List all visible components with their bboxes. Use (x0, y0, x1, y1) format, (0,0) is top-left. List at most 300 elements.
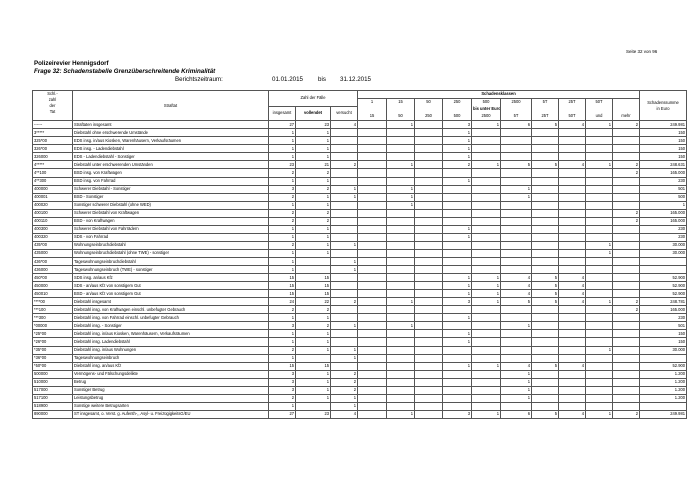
cell-class-4 (472, 201, 501, 209)
cell-insgesamt: 2 (269, 193, 296, 201)
cell-vollendet: 2 (296, 185, 331, 193)
cell-summe: 248.631 (640, 161, 687, 169)
cell-class-4 (472, 177, 501, 185)
cell-class-2 (415, 169, 443, 177)
cell-class-0 (358, 338, 387, 346)
cell-class-8 (586, 233, 613, 241)
cell-versucht (331, 177, 358, 185)
cell-versucht: 2 (331, 161, 358, 169)
cell-class-0 (358, 354, 387, 362)
col-versucht-header: versucht (331, 106, 358, 121)
cell-class-2 (415, 193, 443, 201)
cell-class-5: 5 (501, 161, 532, 169)
cell-class-0 (358, 322, 387, 330)
cell-straftat: Diebstahl insg. von Kraftwagen einschl. unbefugter Gebrauch (73, 306, 269, 314)
cell-class-8 (586, 177, 613, 185)
class-bottom-1: 50 (387, 113, 415, 121)
cell-class-6 (532, 153, 559, 161)
cell-vollendet: 2 (296, 217, 331, 225)
cell-versucht (331, 338, 358, 346)
cell-summe: 248.781 (640, 298, 687, 306)
cell-summe: 1 (640, 201, 687, 209)
cell-class-3 (443, 249, 472, 257)
cell-class-9 (613, 193, 640, 201)
cell-class-3: 1 (443, 153, 472, 161)
cell-summe: 1.200 (640, 386, 687, 394)
cell-class-0 (358, 121, 387, 129)
cell-class-2 (415, 290, 443, 298)
cell-class-4 (472, 145, 501, 153)
cell-class-1 (387, 330, 415, 338)
cell-straftat: Sonstige weitere Betrugsarten (73, 402, 269, 410)
cell-class-1 (387, 362, 415, 370)
table-row (33, 185, 687, 193)
cell-class-5 (501, 338, 532, 346)
cell-class-0 (358, 314, 387, 322)
cell-vollendet: 1 (296, 225, 331, 233)
class-bottom-8: und (586, 113, 613, 121)
cell-class-3 (443, 370, 472, 378)
cell-class-7 (559, 266, 586, 274)
cell-insgesamt: 3 (269, 386, 296, 394)
cell-key: ****00 (33, 298, 73, 306)
cell-class-9 (613, 282, 640, 290)
cell-class-0 (358, 137, 387, 145)
cell-class-7 (559, 346, 586, 354)
cell-class-7: 4 (559, 121, 586, 129)
cell-class-8 (586, 266, 613, 274)
cell-class-5 (501, 209, 532, 217)
cell-vollendet: 2 (296, 306, 331, 314)
cell-class-5 (501, 306, 532, 314)
cell-key: 400320 (33, 233, 73, 241)
cell-class-7 (559, 153, 586, 161)
cell-class-7 (559, 402, 586, 410)
cell-summe: 52.900 (640, 274, 687, 282)
cell-class-4 (472, 402, 501, 410)
cell-class-2 (415, 225, 443, 233)
cell-straftat: EDS insg. in/aus Kiosken, Warenhäusern, Verkaufsräumen (73, 137, 269, 145)
cell-straftat: Diebstahl unter erschwerenden Umständen (73, 161, 269, 169)
cell-summe: 52.900 (640, 282, 687, 290)
cell-vollendet: 1 (296, 193, 331, 201)
cell-class-5: 6 (501, 410, 532, 418)
cell-summe: 52.900 (640, 362, 687, 370)
cell-insgesamt: 15 (269, 362, 296, 370)
cell-class-6 (532, 394, 559, 402)
cell-insgesamt: 1 (269, 354, 296, 362)
cell-class-6 (532, 225, 559, 233)
cell-class-2 (415, 217, 443, 225)
cell-class-0 (358, 153, 387, 161)
cell-class-2 (415, 306, 443, 314)
cell-summe: 30.000 (640, 249, 687, 257)
cell-class-5 (501, 177, 532, 185)
cell-class-3: 1 (443, 338, 472, 346)
class-top-0: 1 (358, 99, 387, 107)
cell-class-8 (586, 145, 613, 153)
cell-insgesamt: 1 (269, 129, 296, 137)
table-row (33, 257, 687, 265)
cell-class-2 (415, 346, 443, 354)
cell-key: 510000 (33, 378, 73, 386)
cell-summe: 230 (640, 177, 687, 185)
cell-class-2 (415, 378, 443, 386)
cell-class-5: 1 (501, 322, 532, 330)
cell-class-4 (472, 370, 501, 378)
cell-class-9: 2 (613, 161, 640, 169)
cell-class-6 (532, 378, 559, 386)
cell-class-2 (415, 153, 443, 161)
cell-straftat: SDS - von Fahrrad (73, 233, 269, 241)
cell-versucht (331, 362, 358, 370)
cell-straftat: Vermögens- und Fälschungsdelikte (73, 370, 269, 378)
cell-class-0 (358, 306, 387, 314)
cell-class-9 (613, 370, 640, 378)
table-row (33, 217, 687, 225)
cell-class-8 (586, 370, 613, 378)
cell-class-2 (415, 338, 443, 346)
cell-class-6 (532, 177, 559, 185)
cell-class-9: 2 (613, 121, 640, 129)
cell-summe: 150 (640, 330, 687, 338)
cell-class-7 (559, 217, 586, 225)
cell-class-9 (613, 274, 640, 282)
cell-class-8 (586, 185, 613, 193)
cell-class-5: 5 (501, 298, 532, 306)
cell-class-3: 1 (443, 225, 472, 233)
cell-class-1 (387, 137, 415, 145)
cell-class-4 (472, 233, 501, 241)
cell-straftat: SDS - an/aus Kfz von sonstigem Gut (73, 282, 269, 290)
cell-class-7: 4 (559, 362, 586, 370)
cell-insgesamt: 24 (269, 298, 296, 306)
cell-key: 450*00 (33, 274, 73, 282)
cell-class-2 (415, 386, 443, 394)
cell-class-3 (443, 306, 472, 314)
cell-vollendet: 2 (296, 209, 331, 217)
cell-class-0 (358, 330, 387, 338)
cell-class-1 (387, 217, 415, 225)
cell-insgesamt: 3 (269, 322, 296, 330)
cell-class-9 (613, 233, 640, 241)
cell-class-6 (532, 314, 559, 322)
cell-vollendet: 1 (296, 241, 331, 249)
class-bottom-6: 25T (532, 113, 559, 121)
cell-straftat: Schwerer Diebstahl von Kraftwagen (73, 209, 269, 217)
table-row (33, 330, 687, 338)
cell-class-9 (613, 225, 640, 233)
cell-class-0 (358, 209, 387, 217)
cell-summe: 150 (640, 145, 687, 153)
cell-class-8 (586, 362, 613, 370)
cell-class-2 (415, 370, 443, 378)
cell-class-9 (613, 201, 640, 209)
cell-class-6 (532, 201, 559, 209)
cell-summe: 150 (640, 153, 687, 161)
cell-class-7 (559, 394, 586, 402)
cell-class-9 (613, 257, 640, 265)
cell-class-1 (387, 274, 415, 282)
cell-class-8 (586, 153, 613, 161)
cell-class-5 (501, 129, 532, 137)
cell-key: 517000 (33, 386, 73, 394)
cell-class-1 (387, 282, 415, 290)
cell-class-6 (532, 217, 559, 225)
cell-vollendet (296, 402, 331, 410)
col-insgesamt-header: insgesamt (269, 106, 296, 121)
cell-class-1 (387, 266, 415, 274)
cell-key: 450000 (33, 282, 73, 290)
damage-table (32, 90, 687, 419)
cell-class-6 (532, 233, 559, 241)
table-row (33, 354, 687, 362)
cell-class-8: 1 (586, 298, 613, 306)
table-row (33, 201, 687, 209)
cell-key: 4**300 (33, 177, 73, 185)
cell-class-9 (613, 330, 640, 338)
cell-versucht (331, 201, 358, 209)
cell-class-9 (613, 402, 640, 410)
cell-class-9: 2 (613, 410, 640, 418)
table-row (33, 153, 687, 161)
cell-vollendet: 1 (296, 378, 331, 386)
cell-class-5: 1 (501, 370, 532, 378)
cell-summe: 150 (640, 137, 687, 145)
cell-class-2 (415, 249, 443, 257)
table-row (33, 177, 687, 185)
cell-vollendet: 1 (296, 129, 331, 137)
cell-key: ***100 (33, 306, 73, 314)
cell-class-5 (501, 346, 532, 354)
cell-class-7 (559, 322, 586, 330)
cell-versucht: 1 (331, 241, 358, 249)
cell-class-9 (613, 177, 640, 185)
cell-vollendet (296, 266, 331, 274)
cell-summe: 165.000 (640, 209, 687, 217)
cell-versucht (331, 137, 358, 145)
cell-key: 4**100 (33, 169, 73, 177)
cell-class-3: 1 (443, 282, 472, 290)
table-row (33, 370, 687, 378)
cell-versucht: 1 (331, 394, 358, 402)
cell-versucht (331, 314, 358, 322)
cell-versucht: 1 (331, 193, 358, 201)
cell-key: 500000 (33, 370, 73, 378)
cell-vollendet: 1 (296, 201, 331, 209)
cell-insgesamt: 1 (269, 153, 296, 161)
class-bottom-4: 2500 (472, 113, 501, 121)
cell-vollendet: 1 (296, 370, 331, 378)
page-number: Seite 32 von 96 (626, 49, 658, 54)
cell-class-2 (415, 233, 443, 241)
cell-straftat: EDS insg. - Ladendiebstahl (73, 145, 269, 153)
table-row (33, 410, 687, 418)
cell-insgesamt: 2 (269, 217, 296, 225)
table-row (33, 298, 687, 306)
cell-straftat: Diebstahl ohne erschwerende Umstände (73, 129, 269, 137)
cell-class-1: 1 (387, 410, 415, 418)
cell-class-4 (472, 378, 501, 386)
cell-class-3 (443, 193, 472, 201)
cell-class-0 (358, 161, 387, 169)
cell-class-0 (358, 233, 387, 241)
cell-class-7 (559, 370, 586, 378)
class-bottom-7: 50T (559, 113, 586, 121)
cell-summe: 1.200 (640, 370, 687, 378)
cell-vollendet: 1 (296, 153, 331, 161)
cell-class-4: 1 (472, 121, 501, 129)
cell-class-2 (415, 257, 443, 265)
cell-summe: 1.200 (640, 378, 687, 386)
class-bottom-2: 250 (415, 113, 443, 121)
cell-class-2 (415, 394, 443, 402)
cell-class-8 (586, 402, 613, 410)
cell-class-0 (358, 241, 387, 249)
cell-class-2 (415, 266, 443, 274)
cell-vollendet (296, 257, 331, 265)
cell-class-4: 1 (472, 161, 501, 169)
cell-class-1 (387, 225, 415, 233)
table-row (33, 378, 687, 386)
cell-class-3 (443, 378, 472, 386)
cell-class-7 (559, 169, 586, 177)
cell-vollendet: 1 (296, 314, 331, 322)
cell-class-6 (532, 306, 559, 314)
cell-summe (640, 402, 687, 410)
cell-class-3 (443, 217, 472, 225)
cell-key: 450010 (33, 290, 73, 298)
cell-class-8 (586, 394, 613, 402)
cell-class-2 (415, 282, 443, 290)
class-mehr: mehr (613, 113, 640, 121)
cell-class-9 (613, 378, 640, 386)
cell-class-1 (387, 241, 415, 249)
cell-vollendet: 1 (296, 394, 331, 402)
cell-straftat: Sonstiger schwerer Diebstahl (ohne WED) (73, 201, 269, 209)
cell-class-7 (559, 145, 586, 153)
cell-class-8: 1 (586, 161, 613, 169)
cell-class-5 (501, 266, 532, 274)
station-title: Polizeirevier Hennigsdorf (34, 60, 109, 67)
cell-versucht (331, 274, 358, 282)
cell-class-9 (613, 153, 640, 161)
cell-versucht: 1 (331, 322, 358, 330)
cell-class-0 (358, 298, 387, 306)
table-row (33, 306, 687, 314)
cell-class-5: 1 (501, 394, 532, 402)
cell-straftat: BSD - von Kraftwagen (73, 217, 269, 225)
cell-class-0 (358, 193, 387, 201)
cell-class-7 (559, 249, 586, 257)
cell-class-3: 1 (443, 314, 472, 322)
cell-class-5 (501, 217, 532, 225)
cell-class-3 (443, 346, 472, 354)
cell-straftat: Wohnungseinbruchdiebstahl (ohne TWE) - sonstiger (73, 249, 269, 257)
col-faelle-header: Zahl der Fälle (269, 91, 358, 107)
cell-class-3: 1 (443, 330, 472, 338)
cell-class-8: 1 (586, 241, 613, 249)
cell-class-1 (387, 129, 415, 137)
cell-class-4 (472, 137, 501, 145)
cell-versucht (331, 225, 358, 233)
cell-insgesamt: 1 (269, 249, 296, 257)
cell-class-8 (586, 386, 613, 394)
cell-class-5: 6 (501, 121, 532, 129)
cell-class-9 (613, 338, 640, 346)
cell-class-2 (415, 274, 443, 282)
cell-insgesamt: 3 (269, 378, 296, 386)
cell-class-3 (443, 169, 472, 177)
cell-class-7 (559, 330, 586, 338)
cell-class-5 (501, 225, 532, 233)
cell-versucht (331, 290, 358, 298)
class-bottom-5: 5T (501, 113, 532, 121)
cell-versucht (331, 153, 358, 161)
cell-class-8 (586, 378, 613, 386)
cell-insgesamt: 2 (269, 394, 296, 402)
cell-class-3: 1 (443, 145, 472, 153)
cell-vollendet: 1 (296, 145, 331, 153)
question-title: Frage 32: Schadenstabelle Grenzüberschreitende Kriminalität (34, 68, 216, 75)
cell-versucht (331, 233, 358, 241)
cell-vollendet: 2 (296, 322, 331, 330)
cell-class-5: 1 (501, 386, 532, 394)
class-bottom-3: 500 (443, 113, 472, 121)
cell-key: 326*00 (33, 145, 73, 153)
cell-class-3: 1 (443, 233, 472, 241)
cell-class-0 (358, 386, 387, 394)
table-row (33, 193, 687, 201)
cell-class-8 (586, 137, 613, 145)
cell-class-1: 1 (387, 322, 415, 330)
cell-class-7: 4 (559, 410, 586, 418)
cell-class-4 (472, 322, 501, 330)
table-row (33, 346, 687, 354)
table-row (33, 161, 687, 169)
cell-class-4: 1 (472, 290, 501, 298)
cell-class-9 (613, 354, 640, 362)
cell-class-0 (358, 394, 387, 402)
cell-class-8 (586, 209, 613, 217)
table-row (33, 402, 687, 410)
cell-class-3 (443, 394, 472, 402)
cell-class-0 (358, 274, 387, 282)
cell-class-4 (472, 193, 501, 201)
cell-class-8 (586, 217, 613, 225)
cell-class-1 (387, 209, 415, 217)
cell-insgesamt: 1 (269, 233, 296, 241)
cell-class-6 (532, 257, 559, 265)
cell-summe: 230 (640, 314, 687, 322)
cell-class-0 (358, 201, 387, 209)
cell-vollendet (296, 354, 331, 362)
cell-class-6 (532, 370, 559, 378)
cell-versucht: 1 (331, 266, 358, 274)
cell-summe: 150 (640, 129, 687, 137)
cell-class-2 (415, 241, 443, 249)
cell-insgesamt: 2 (269, 209, 296, 217)
class-top-5: 2500 (501, 99, 532, 107)
cell-vollendet: 15 (296, 290, 331, 298)
cell-class-6: 5 (532, 121, 559, 129)
cell-class-1: 1 (387, 193, 415, 201)
class-top-3: 250 (443, 99, 472, 107)
cell-class-9: 2 (613, 169, 640, 177)
cell-insgesamt: 1 (269, 402, 296, 410)
cell-straftat: Tageswohnungseinbruch (TWE) - sonstiger (73, 266, 269, 274)
cell-vollendet: 23 (296, 121, 331, 129)
